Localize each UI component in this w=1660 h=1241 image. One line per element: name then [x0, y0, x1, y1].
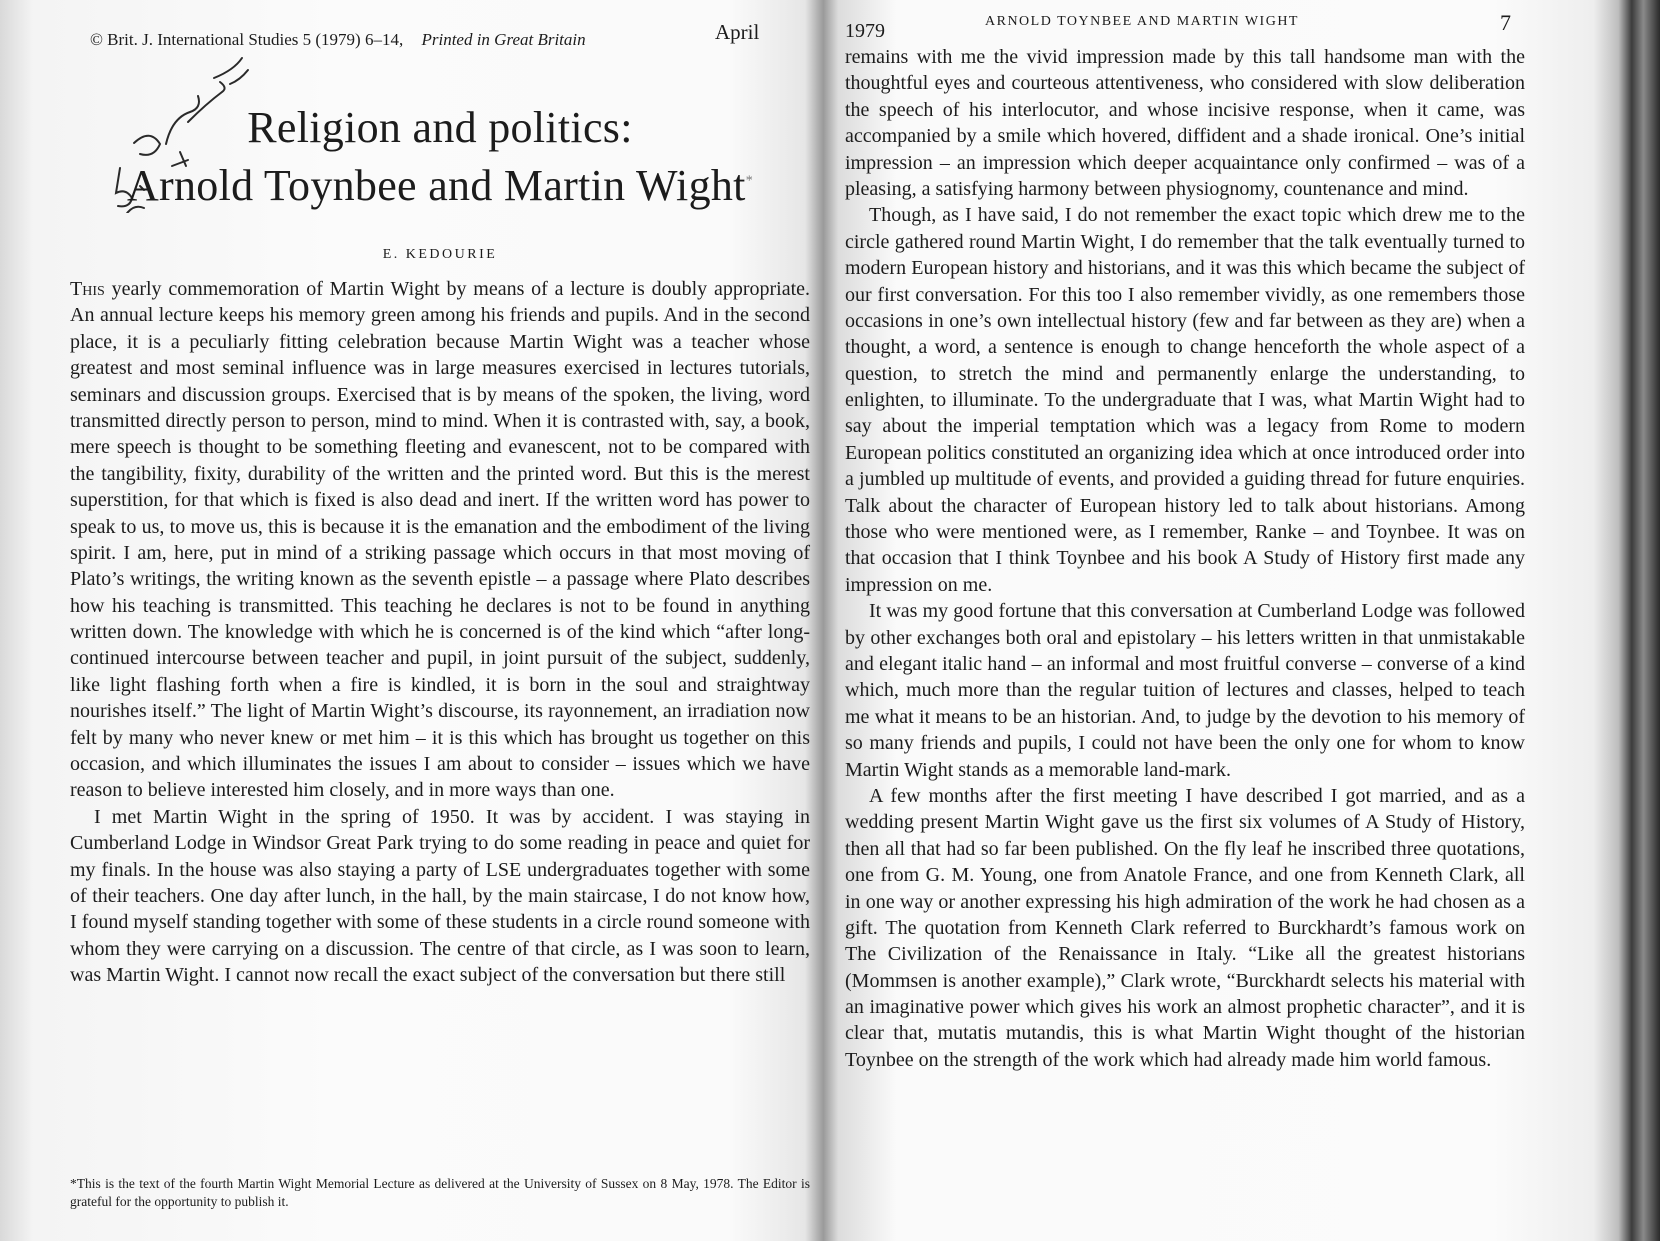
page-number: 7 — [1500, 10, 1511, 35]
article-title-line2 — [70, 160, 810, 213]
left-page — [70, 0, 810, 1241]
paragraph-5: It was my good fortune that this conversation at Cumberland Lodge was followed by other exchanges both oral and epistolary – his letters written in that unmistakable and elegant italic hand – an informal and most fruitful converse – converse of a kind which, much more than the regular tuition of lectures and classes, helped to teach me what it means to be an historian. And, to judge by the devotion to his memory of so many friends and pupils, I could not have been the only one for whom to know Martin Wight stands as a memorable land-mark. — [845, 600, 1525, 781]
running-head-citation — [90, 30, 586, 50]
citation-text: © Brit. J. International Studies 5 (1979) 6–14, — [90, 30, 404, 49]
paragraph-3: remains with me the vivid impression made by this tall handsome man with the thoughtful eyes and courteous attentiveness, who considered with slow deliberation the speech of his interlocutor, and whose incisive response, when it came, was accompanied by a smile which hovered, diffident and a shade ironical. One’s initial impression – an impression which deeper acquaintance only confirmed – was of a pleasing, a satisfying harmony between physiognomy, countenance and mind. — [845, 46, 1525, 200]
running-head-title: ARNOLD TOYNBEE AND MARTIN WIGHT — [985, 14, 1299, 29]
paragraph-4: Though, as I have said, I do not remember the exact topic which drew me to the circle gathered round Martin Wight, I do remember that the talk eventually turned to modern European history and historians, and it was this which became the subject of our first conversation. For this too I also remember vividly, as one remembers those occasions in one’s own intellectual history (few and far between as they are) when a thought, a word, a sentence is enough to change henceforth the whole aspect of a question, to stretch the mind and permanently enlarge the understanding, to enlighten, to illuminate. To the undergraduate that I was, what Martin Wight had to say about the imperial temptation which was a legacy from Rome to modern European politics constituted an organizing idea which at once introduced order into a jumbled up multitude of events, and provided a guiding thread for future enquiries. Talk about the character of European history led to talk about historians. Among those who were mentioned were, as I remember, Ranke – and Toynbee. It was on that occasion that I think Toynbee and his book A Study of History first made any impression on me. — [845, 204, 1525, 596]
paragraph-2: I met Martin Wight in the spring of 1950. It was by accident. I was staying in Cumberland Lodge in Windsor Great Park trying to do some reading in peace and quiet for my finals. In the house was also staying a party of LSE undergraduates together with some of their teachers. One day after lunch, in the hall, by the main staircase, I do not know how, I found myself standing together with some of these students in a circle round someone with whom they were carrying on a discussion. The centre of that circle, as I was soon to learn, was Martin Wight. I cannot now recall the exact subject of the conversation but there still — [70, 805, 810, 987]
paragraph-6: A few months after the first meeting I have described I got married, and as a wedding present Martin Wight gave us the first six volumes of A Study of History, then all that had so far been published. On the fly leaf he inscribed three quotations, one from G. M. Young, one from Anatole France, and one from Kenneth Clark, all in one way or another expressing his high admiration of the work he had chosen as a gift. The quotation from Kenneth Clark referred to Burckhardt’s famous work on The Civilization of the Renaissance in Italy. “Like all the greatest historians (Mommsen is another example),” Clark wrote, “Burckhardt selects his material with an imaginative power which gives his work an almost prophetic character”, and it is clear that, mutatis mutandis, this is what Martin Wight thought of the historian Toynbee on the strength of the work which had already made him world famous. — [845, 784, 1525, 1071]
author-byline: E. KEDOURIE — [382, 247, 498, 262]
right-page — [845, 0, 1525, 1241]
footnote: *This is the text of the fourth Martin Wight Memorial Lecture as delivered at the University of Sussex on 8 May, 1978. The Editor is grateful for the opportunity to publish it. — [70, 1176, 810, 1210]
right-body-text — [845, 44, 1525, 1073]
drop-word: This — [70, 278, 105, 300]
running-head-year: 1979 — [845, 20, 885, 42]
date-note: April — [715, 20, 760, 44]
paragraph-1-text: yearly commemoration of Martin Wight by means of a lecture is doubly appropriate. An annual lecture keeps his memory green among his friends and pupils. And in the second place, it is a peculiarly fitting celebration because Martin Wight was a teacher whose greatest and most seminal influence was in large measures exercised in lectures tutorials, seminars and discussion groups. Exercised that is by means of the spoken, the living, word transmitted directly person to person, mind to mind. When it is contrasted with, say, a book, mere speech is thought to be something fleeting and evanescent, not to be compared with the tangibility, fixity, durability of the written and the printed word. But this is the merest superstition, for that which is fixed is also dead and inert. If the written word has power to speak to us, to move us, this is because it is the emanation and the embodiment of the living spirit. I am, here, put in mind of a striking passage which occurs in that most moving of Plato’s writings, the writing known as the seventh epistle – a passage where Plato describes how his teaching is transmitted. This teaching he declares is not to be found in anything written down. The knowledge with which he is concerned is of the kind which “after long-continued intercourse between teacher and pupil, in joint pursuit of the subject, suddenly, like light flashing forth when a fire is kindled, it is born in the soul and straightway nourishes itself.” The light of Martin Wight’s discourse, its rayonnement, an irradiation now felt by many who never knew or met him – it is this which has brought us together on this occasion, and which illuminates the issues I am about to consider – issues which we have reason to believe interested him closely, and in more ways than one. — [70, 278, 811, 802]
title-line2-text: Arnold Toynbee and Martin Wight — [126, 161, 746, 210]
printed-in-text: Printed in Great Britain — [421, 30, 586, 49]
left-body-text — [70, 276, 810, 989]
article-title-line1: Religion and politics: — [247, 103, 633, 152]
paragraph-1 — [70, 276, 810, 804]
title-footnote-mark: * — [745, 173, 754, 189]
